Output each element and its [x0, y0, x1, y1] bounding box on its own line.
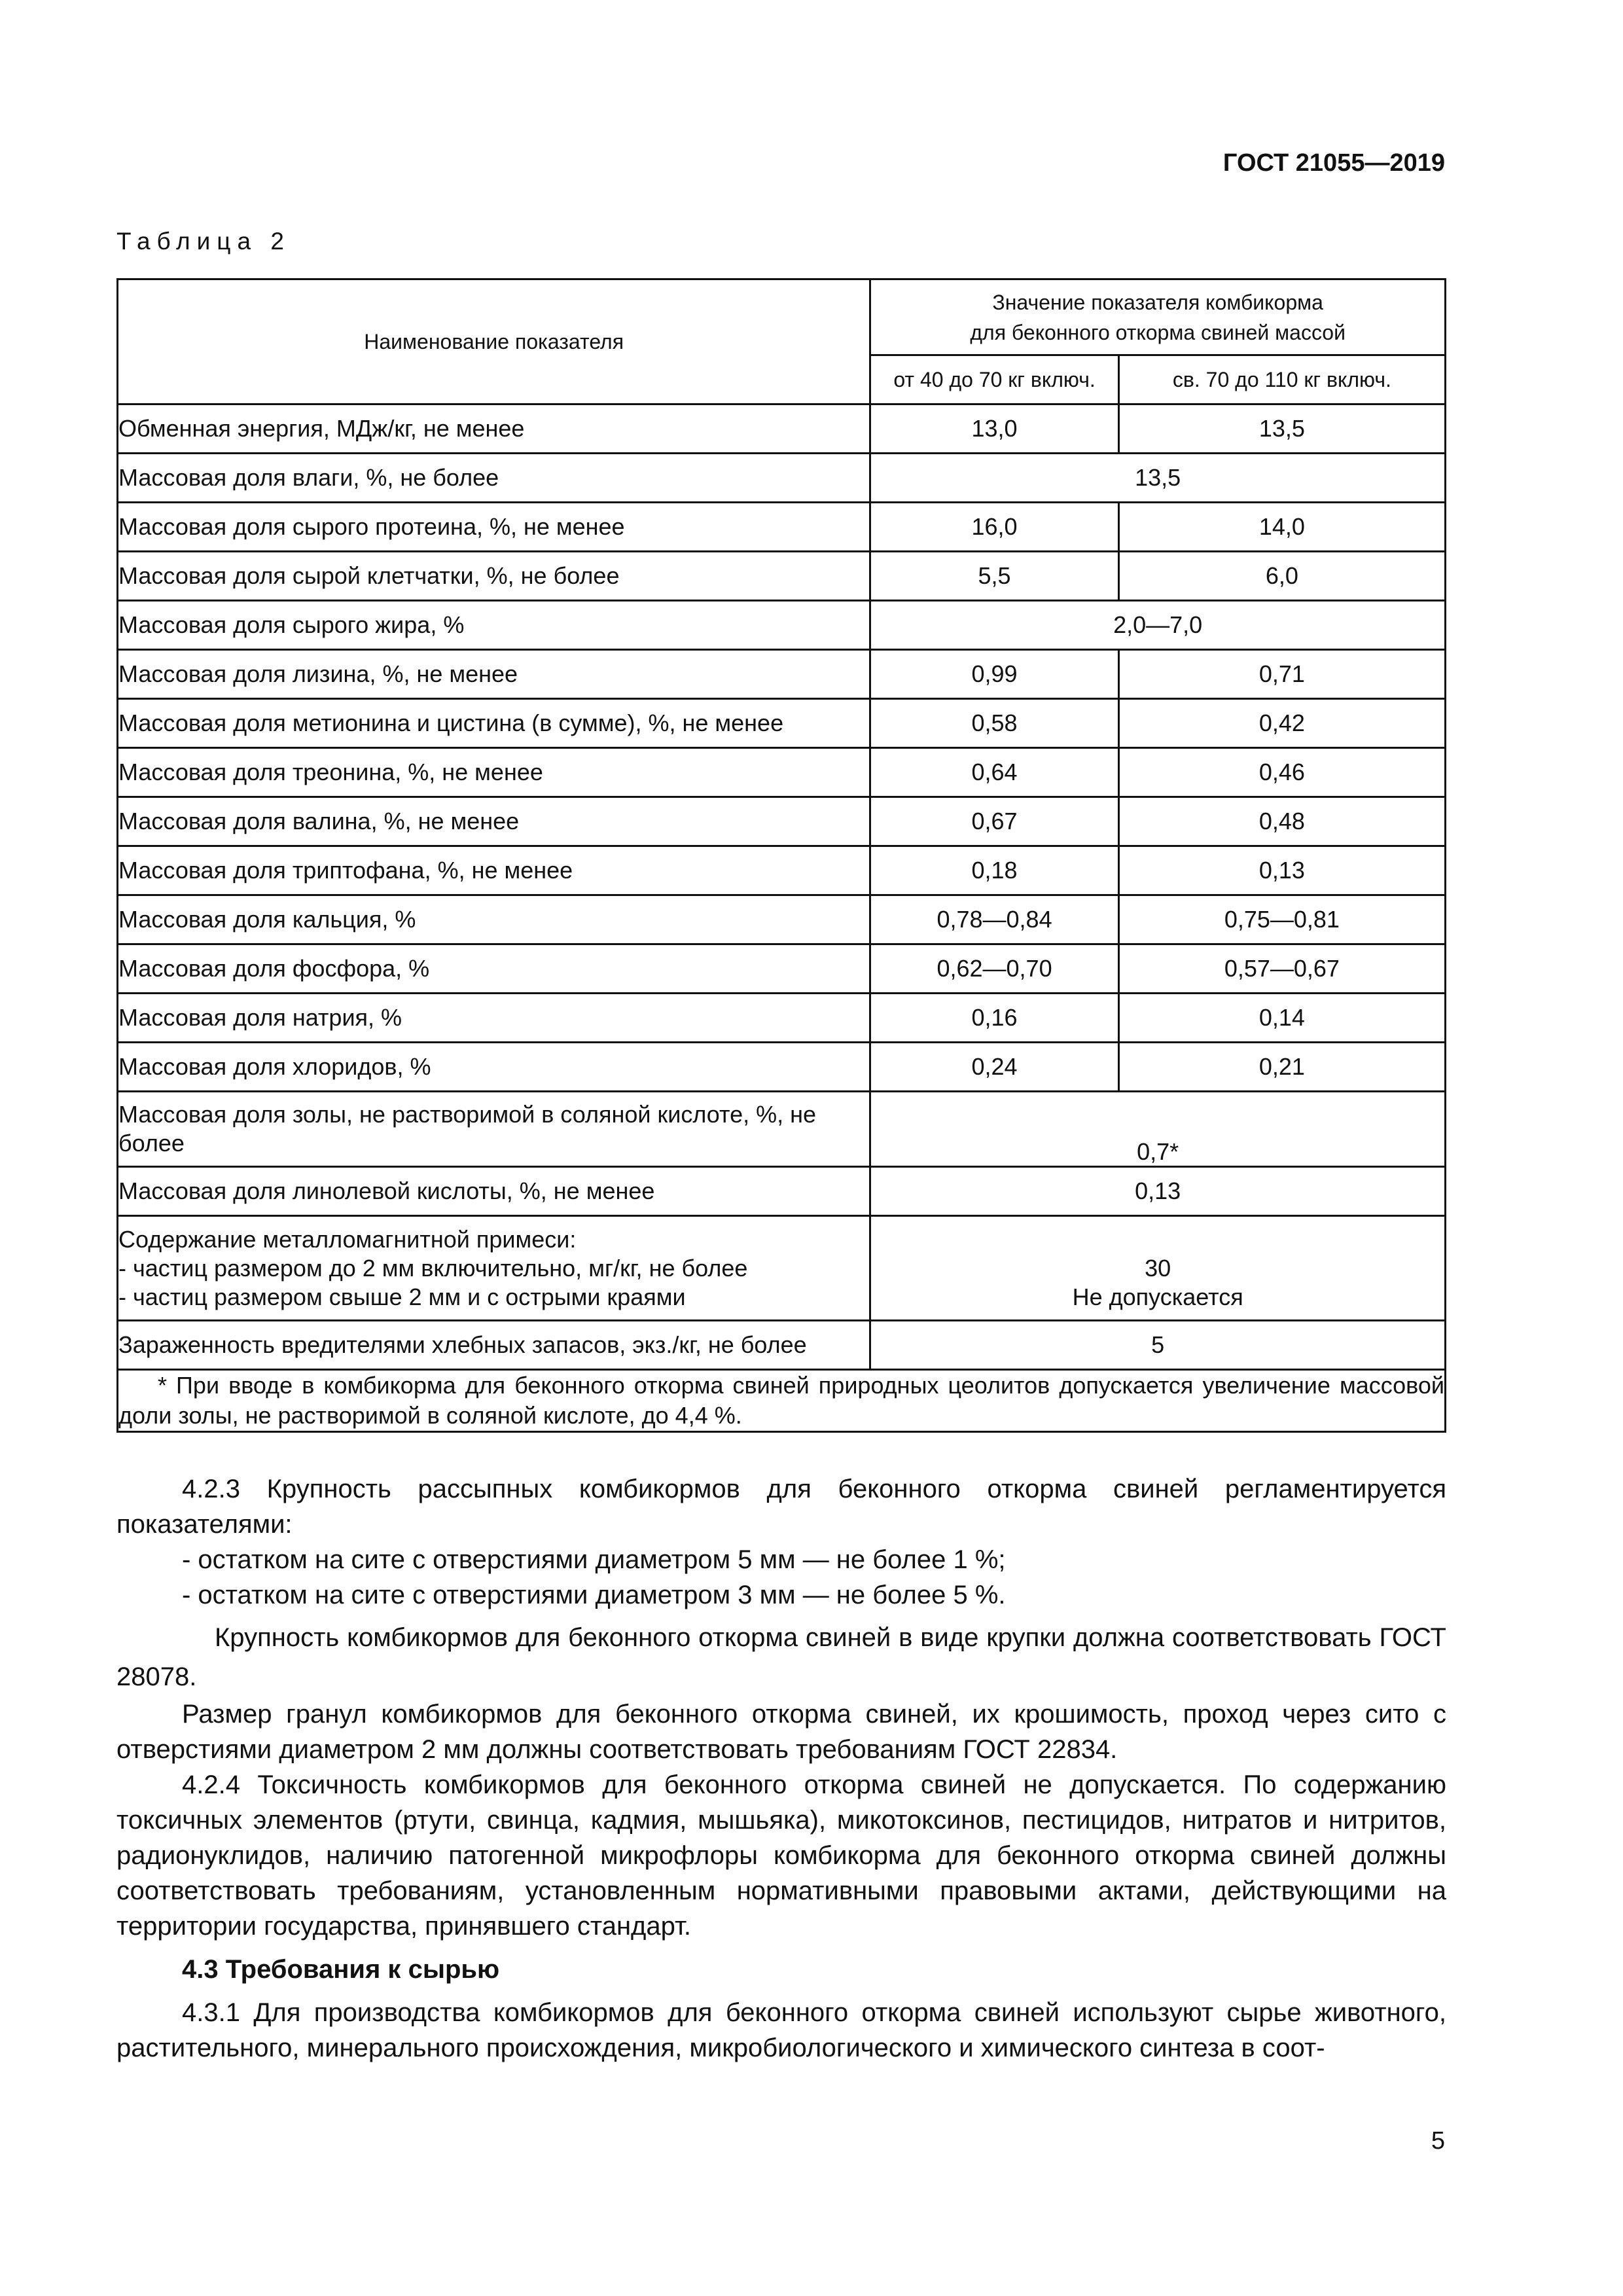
- col-group-header-line1: Значение показателя комбикорма: [992, 290, 1323, 314]
- row-value-1: 0,78—0,84: [870, 895, 1118, 944]
- table-footnote: [118, 1370, 1446, 1432]
- row-value-1: 0,18: [870, 846, 1118, 895]
- row-name-line1: Содержание металломагнитной примеси:: [118, 1225, 577, 1253]
- row-value-1: 0,58: [870, 699, 1118, 748]
- col-name-header: Наименование показателя: [118, 279, 870, 404]
- row-value-2: 0,14: [1118, 994, 1445, 1043]
- row-name: Массовая доля линолевой кислоты, %, не менее: [118, 1167, 870, 1216]
- table-row: [118, 650, 1446, 699]
- row-name: Массовая доля валина, %, не менее: [118, 797, 870, 846]
- table-row: [118, 552, 1446, 601]
- row-name: Массовая доля влаги, %, не более: [118, 454, 870, 503]
- table-row: [118, 1321, 1446, 1370]
- table-row: [118, 1216, 1446, 1321]
- row-value-1: 0,64: [870, 748, 1118, 797]
- table-row: [118, 699, 1446, 748]
- table-row: [118, 1092, 1446, 1167]
- row-name: Массовая доля метионина и цистина (в сумме), %, не менее: [118, 699, 870, 748]
- row-name: Массовая доля фосфора, %: [118, 944, 870, 994]
- col-group-header-line2: для беконного откорма свиней массой: [970, 320, 1346, 344]
- row-value: 2,0—7,0: [870, 601, 1446, 650]
- paragraph-4-2-3: 4.2.3 Крупность рассыпных комбикормов для беконного откорма свиней регламентируется показателями:: [116, 1475, 1446, 1539]
- row-value: 5: [870, 1321, 1446, 1370]
- col-group-header: [870, 279, 1446, 355]
- row-name-line2: - частиц размером до 2 мм включительно, мг/кг, не более: [118, 1254, 748, 1282]
- row-value-1: 16,0: [870, 503, 1118, 552]
- row-value: 13,5: [870, 454, 1446, 503]
- row-value-1: 0,62—0,70: [870, 944, 1118, 994]
- row-name: Массовая доля сырого протеина, %, не менее: [118, 503, 870, 552]
- row-value-2: 6,0: [1118, 552, 1445, 601]
- row-value-1: 0,99: [870, 650, 1118, 699]
- row-name: [118, 1216, 870, 1321]
- table-row: [118, 944, 1446, 994]
- row-name: Массовая доля треонина, %, не менее: [118, 748, 870, 797]
- row-value: [870, 1216, 1446, 1321]
- paragraph-4-2-4: 4.2.4 Токсичность комбикормов для беконного откорма свиней не допускается. По содержанию токсичных элементов (ртути, свинца, кадмия, мышьяка), микотоксинов, пестицидов, нитратов и нитритов, радионуклидов, наличию патогенной микрофлоры комбикорма для беконного откорма свиней должны соответствовать требованиям, установленным нормативными правовыми актами, действующими на территории государства, принявшего стандарт.: [116, 1770, 1446, 1941]
- row-name: Обменная энергия, МДж/кг, не менее: [118, 404, 870, 454]
- table-row: [118, 994, 1446, 1043]
- row-name: [118, 1092, 870, 1167]
- row-name: Массовая доля натрия, %: [118, 994, 870, 1043]
- paragraph-granules: Размер гранул комбикормов для беконного откорма свиней, их крошимость, проход через сито с отверстиями диаметром 2 мм должны соответствовать требованиям ГОСТ 22834.: [116, 1700, 1446, 1764]
- row-value-2: 0,42: [1118, 699, 1445, 748]
- row-name: Массовая доля триптофана, %, не менее: [118, 846, 870, 895]
- row-value-2: 0,71: [1118, 650, 1445, 699]
- row-value-2: 0,57—0,67: [1118, 944, 1445, 994]
- table-row: [118, 404, 1446, 454]
- table-caption: Таблица 2: [116, 228, 291, 255]
- table-row: [118, 748, 1446, 797]
- row-name-line3: - частиц размером свыше 2 мм и с острыми краями: [118, 1283, 686, 1310]
- table-row: [118, 1043, 1446, 1092]
- row-name: Массовая доля хлоридов, %: [118, 1043, 870, 1092]
- row-name-line1: Массовая доля золы, не растворимой в соляной кислоте, %, не: [118, 1101, 817, 1128]
- row-value-2: 14,0: [1118, 503, 1445, 552]
- table-row: [118, 1167, 1446, 1216]
- row-value-2: 0,13: [1118, 846, 1445, 895]
- list-item: - остатком на сите с отверстиями диаметром 3 мм — не более 5 %.: [182, 1581, 1006, 1609]
- row-value-2: 0,46: [1118, 748, 1445, 797]
- row-name: Массовая доля сырого жира, %: [118, 601, 870, 650]
- table-footnote-row: [118, 1370, 1446, 1432]
- row-value: 0,7*: [870, 1092, 1446, 1167]
- section-heading-4-3: 4.3 Требования к сырью: [182, 1955, 500, 1984]
- row-value-1: 0,16: [870, 994, 1118, 1043]
- row-value-line2: 30: [1145, 1254, 1171, 1282]
- row-name-line2: более: [118, 1130, 185, 1157]
- row-value-2: 0,48: [1118, 797, 1445, 846]
- row-name: Массовая доля сырой клетчатки, %, не более: [118, 552, 870, 601]
- list-item: - остатком на сите с отверстиями диаметром 5 мм — не более 1 %;: [182, 1545, 1006, 1574]
- document-code: ГОСТ 21055—2019: [1222, 149, 1445, 177]
- table-row: [118, 895, 1446, 944]
- table-footnote-text: * При вводе в комбикорма для беконного откорма свиней природных цеолитов допускается увеличение массовой доли золы, не растворимой в соляной кислоте, до 4,4 %.: [118, 1372, 1444, 1429]
- table-row: [118, 846, 1446, 895]
- row-name: Зараженность вредителями хлебных запасов, экз./кг, не более: [118, 1321, 870, 1370]
- body-text: [116, 1471, 1446, 2066]
- row-value-2: 13,5: [1118, 404, 1445, 454]
- row-value-1: 13,0: [870, 404, 1118, 454]
- col-sub-header-1: от 40 до 70 кг включ.: [870, 355, 1118, 404]
- indicators-table: [116, 278, 1446, 1433]
- table-row: [118, 797, 1446, 846]
- row-value-1: 5,5: [870, 552, 1118, 601]
- page-number: 5: [1431, 2127, 1445, 2155]
- row-name: Массовая доля лизина, %, не менее: [118, 650, 870, 699]
- paragraph-crumbs: Крупность комбикормов для беконного откорма свиней в виде крупки должна соответствовать ГОСТ 28078.: [116, 1623, 1446, 1691]
- row-value-2: 0,75—0,81: [1118, 895, 1445, 944]
- row-name: Массовая доля кальция, %: [118, 895, 870, 944]
- paragraph-4-3-1: 4.3.1 Для производства комбикормов для беконного откорма свиней используют сырье животного, растительного, минерального происхождения, микробиологического и химического синтеза в соот-: [116, 1998, 1446, 2062]
- row-value-2: 0,21: [1118, 1043, 1445, 1092]
- table-row: [118, 454, 1446, 503]
- row-value-line3: Не допускается: [1072, 1283, 1243, 1310]
- row-value-1: 0,67: [870, 797, 1118, 846]
- table-row: [118, 601, 1446, 650]
- table-row: [118, 503, 1446, 552]
- col-sub-header-2: св. 70 до 110 кг включ.: [1118, 355, 1445, 404]
- row-value: 0,13: [870, 1167, 1446, 1216]
- row-value-1: 0,24: [870, 1043, 1118, 1092]
